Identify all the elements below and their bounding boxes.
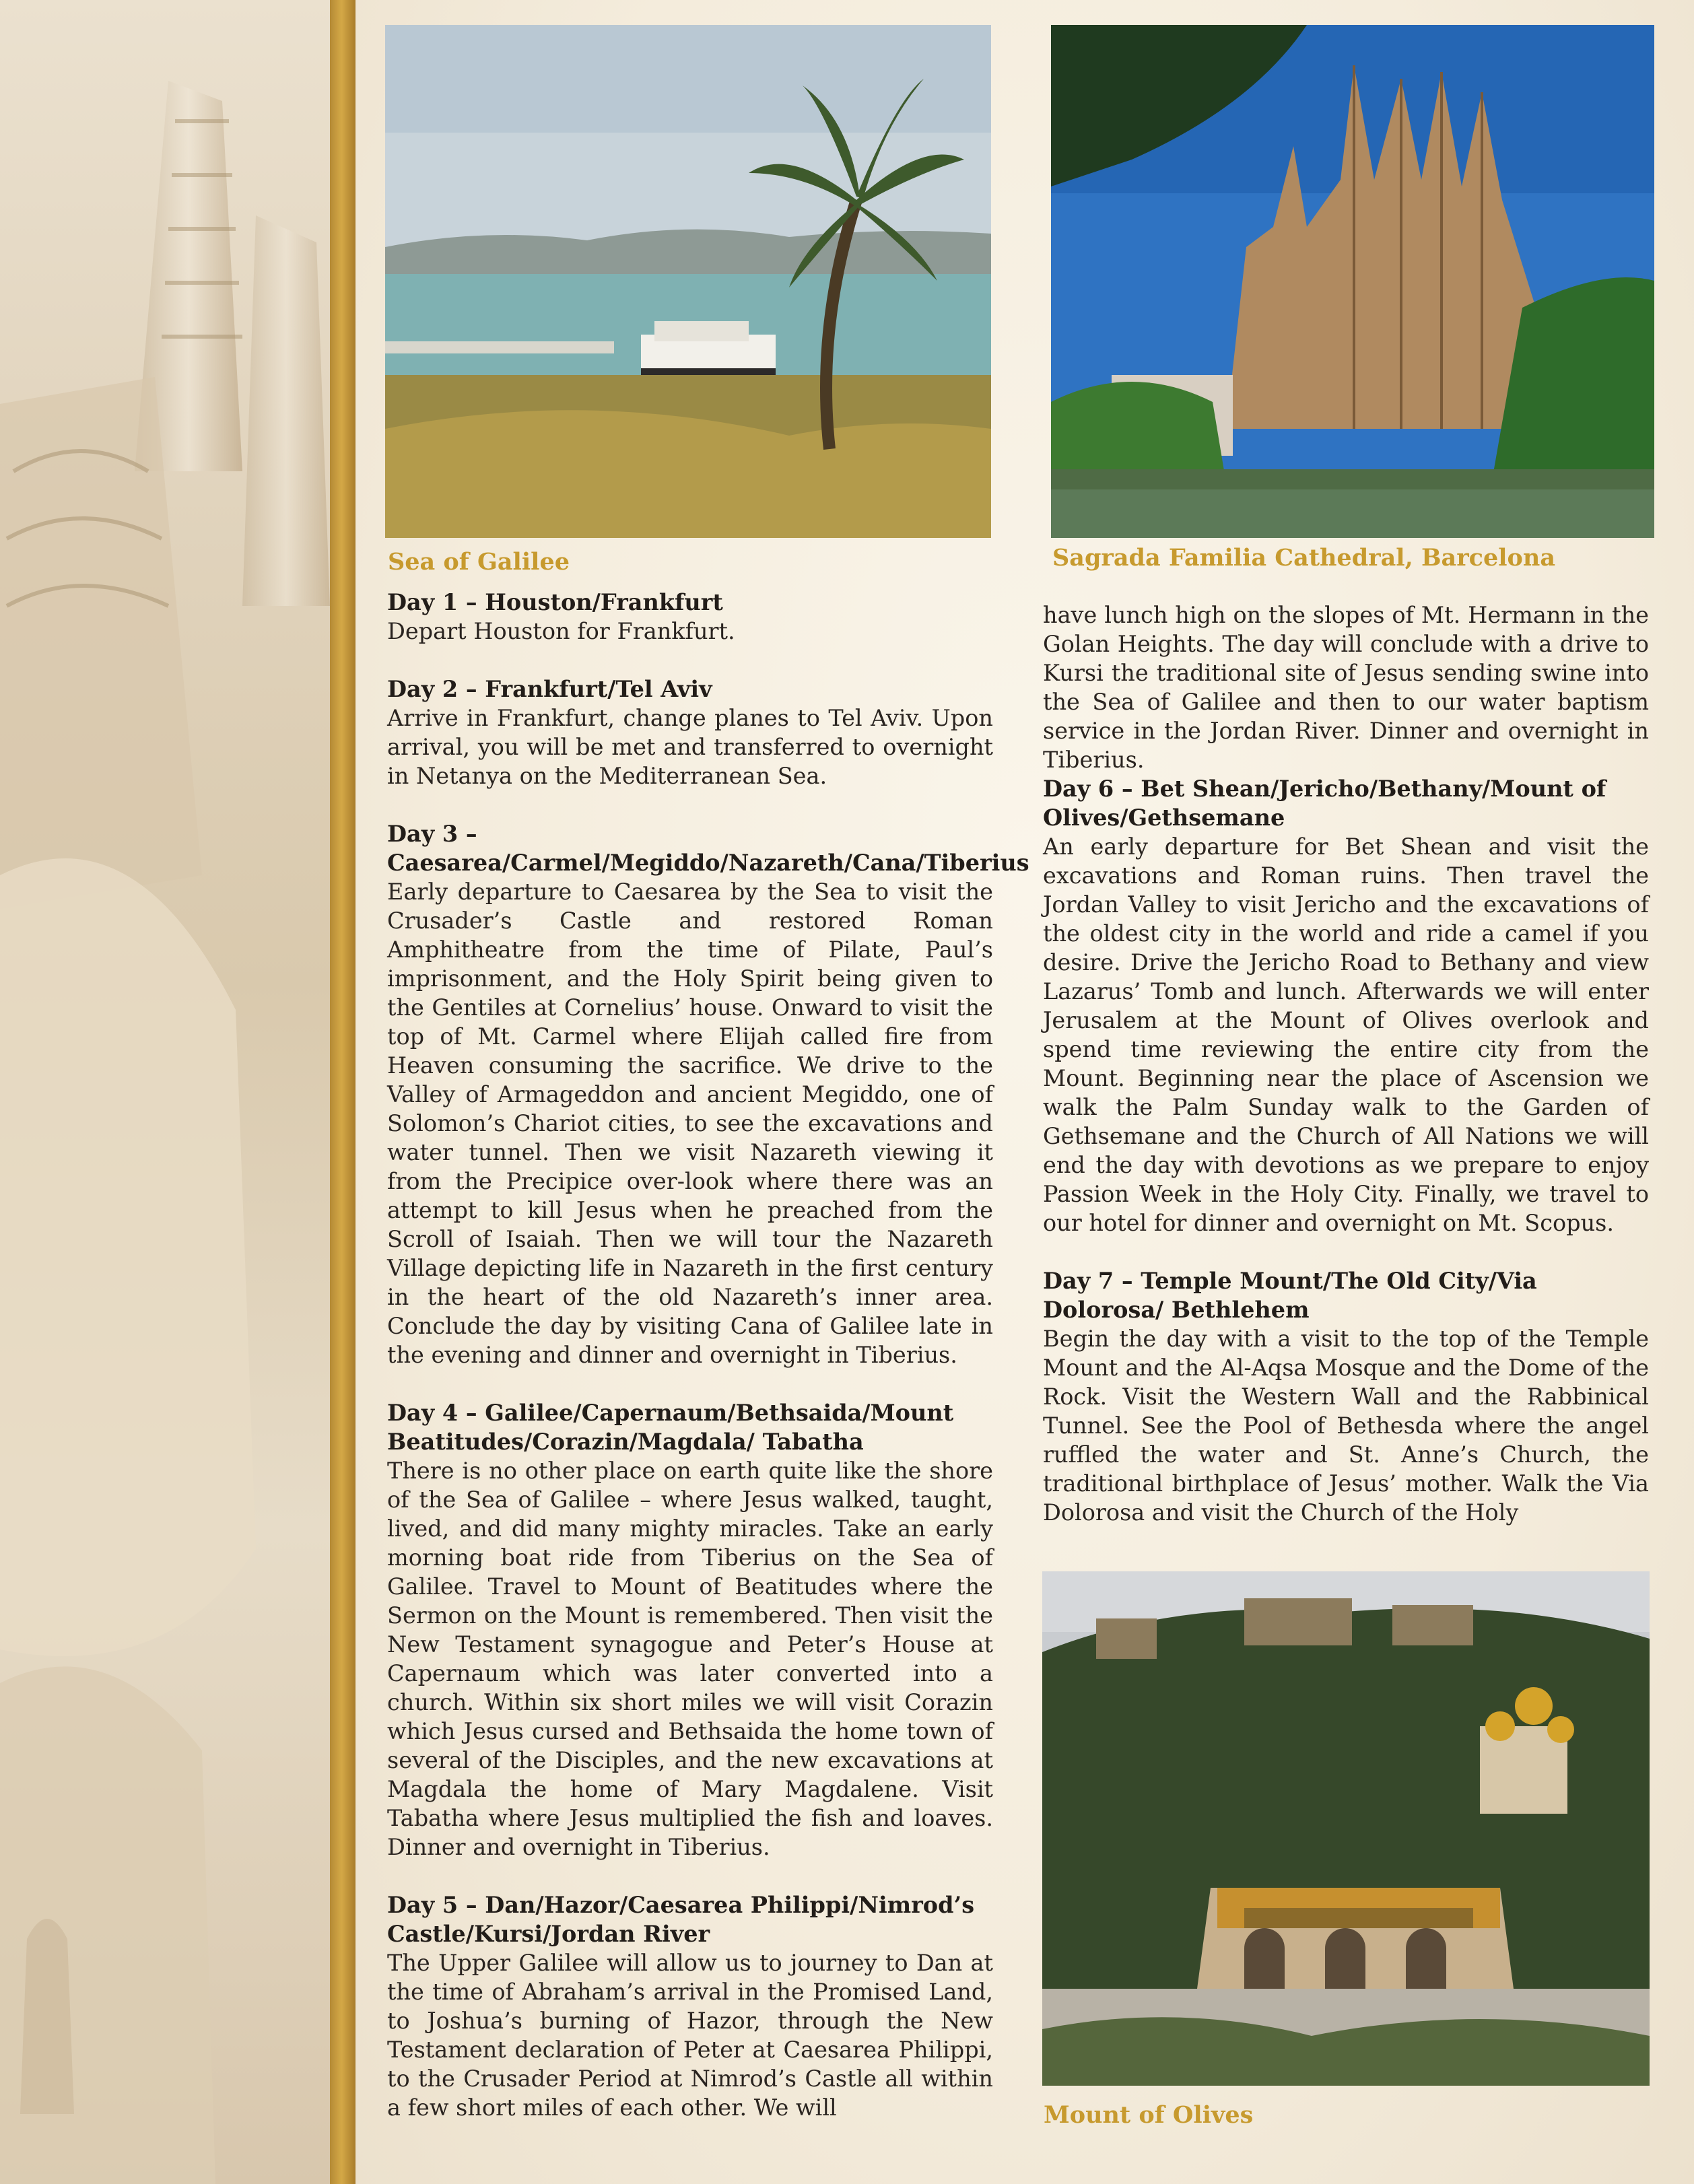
- day-5-continued: have lunch high on the slopes of Mt. Hermann in the Golan Heights. The day will conclude with a drive to Kursi the traditional site of Jesus sending swine into the Sea of Galilee and then to our water baptism service in the Jordan River. Dinner and overnight in Tiberius.: [1043, 602, 1649, 773]
- sea-of-galilee-photo: [385, 25, 991, 538]
- itinerary-right-column: [1043, 601, 1649, 1556]
- day-title: Day 7 – Temple Mount/The Old City/Via Dolorosa/ Bethlehem: [1043, 1268, 1537, 1323]
- day-title: Day 3 – Caesarea/Carmel/Megiddo/Nazareth/Cana/Tiberius: [387, 821, 1029, 876]
- itinerary-day-4: [387, 1398, 993, 1862]
- itinerary-day-2: [387, 675, 993, 790]
- mount-of-olives-photo: [1042, 1571, 1650, 2086]
- day-title: Day 5 – Dan/Hazor/Caesarea Philippi/Nimrod’s Castle/Kursi/Jordan River: [387, 1892, 975, 1947]
- gold-divider-bar: [330, 0, 355, 2184]
- day-description: Early departure to Caesarea by the Sea to visit the Crusader’s Castle and restored Roman Amphitheatre from the time of Pilate, Paul’s imprisonment, and the Holy Spirit being given to the Gentiles at Cornelius’ house. Onward to visit the top of Mt. Carmel where Elijah called fire from Heaven consuming the sacrifice. We drive to the Valley of Armageddon and ancient Megiddo, one of Solomon’s Chariot cities, to see the excavations and water tunnel. Then we visit Nazareth viewing it from the Precipice over-look where there was an attempt to kill Jesus when he preached from the Scroll of Isaiah. Then we will tour the Nazareth Village depicting life in Nazareth in the first century in the heart of the old Nazareth’s inner area. Conclude the day by visiting Cana of Galilee late in the evening and dinner and overnight in Tiberius.: [387, 879, 993, 1368]
- itinerary-day-1: [387, 588, 993, 646]
- itinerary-day-5: [387, 1890, 993, 2122]
- sagrada-familia-caption: Sagrada Familia Cathedral, Barcelona: [1052, 544, 1555, 572]
- day-description: The Upper Galilee will allow us to journey to Dan at the time of Abraham’s arrival in the Promised Land, to Joshua’s burning of Hazor, through the New Testament declaration of Peter at Caesarea Philippi, to the Crusader Period at Nimrod’s Castle all within a few short miles of each other. We will: [387, 1950, 993, 2121]
- cathedral-background-image: [0, 0, 330, 2184]
- day-description: An early departure for Bet Shean and visit the excavations and Roman ruins. Then travel the Jordan Valley to visit Jericho and the excavations of the oldest city in the world and ride a camel if you desire. Drive the Jericho Road to Bethany and view Lazarus’ Tomb and lunch. Afterwards we will enter Jerusalem at the Mount of Olives overlook and spend time reviewing the entire city from the Mount. Beginning near the place of Ascension we walk the Palm Sunday walk to the Garden of Gethsemane and the Church of All Nations we will end the day with devotions as we prepare to enjoy Passion Week in the Holy City. Finally, we travel to our hotel for dinner and overnight on Mt. Scopus.: [1043, 833, 1649, 1236]
- itinerary-day-7: [1043, 1266, 1649, 1527]
- mount-of-olives-caption: Mount of Olives: [1044, 2101, 1254, 2129]
- day-description: Arrive in Frankfurt, change planes to Tel Aviv. Upon arrival, you will be met and transferred to overnight in Netanya on the Mediterranean Sea.: [387, 705, 993, 789]
- itinerary-left-column: [387, 588, 1029, 2151]
- day-description: There is no other place on earth quite like the shore of the Sea of Galilee – where Jesus walked, taught, lived, and did many mighty miracles. Take an early morning boat ride from Tiberius on the Sea of Galilee. Travel to Mount of Beatitudes where the Sermon on the Mount is remembered. Then visit the New Testament synagogue and Peter’s House at Capernaum which was later converted into a church. Within six short miles we will visit Corazin which Jesus cursed and Bethsaida the home town of several of the Disciples, and the new excavations at Magdala the home of Mary Magdalene. Visit Tabatha where Jesus multiplied the fish and loaves. Dinner and overnight in Tiberius.: [387, 1458, 993, 1860]
- day-title: Day 4 – Galilee/Capernaum/Bethsaida/Mount Beatitudes/Corazin/Magdala/ Tabatha: [387, 1400, 954, 1455]
- day-description: Begin the day with a visit to the top of the Temple Mount and the Al-Aqsa Mosque and the Dome of the Rock. Visit the Western Wall and the Rabbinical Tunnel. See the Pool of Bethesda where the angel ruffled the water and St. Anne’s Church, the traditional birthplace of Jesus’ mother. Walk the Via Dolorosa and visit the Church of the Holy: [1043, 1326, 1649, 1526]
- day-title: Day 6 – Bet Shean/Jericho/Bethany/Mount of Olives/Gethsemane: [1043, 776, 1606, 831]
- day-title: Day 2 – Frankfurt/Tel Aviv: [387, 676, 712, 702]
- itinerary-day-6: [1043, 774, 1649, 1237]
- day-title: Day 1 – Houston/Frankfurt: [387, 589, 723, 615]
- sea-of-galilee-caption: Sea of Galilee: [388, 548, 570, 576]
- sagrada-familia-photo: [1051, 25, 1654, 538]
- itinerary-day-3: [387, 819, 1029, 1369]
- day-description: Depart Houston for Frankfurt.: [387, 618, 735, 644]
